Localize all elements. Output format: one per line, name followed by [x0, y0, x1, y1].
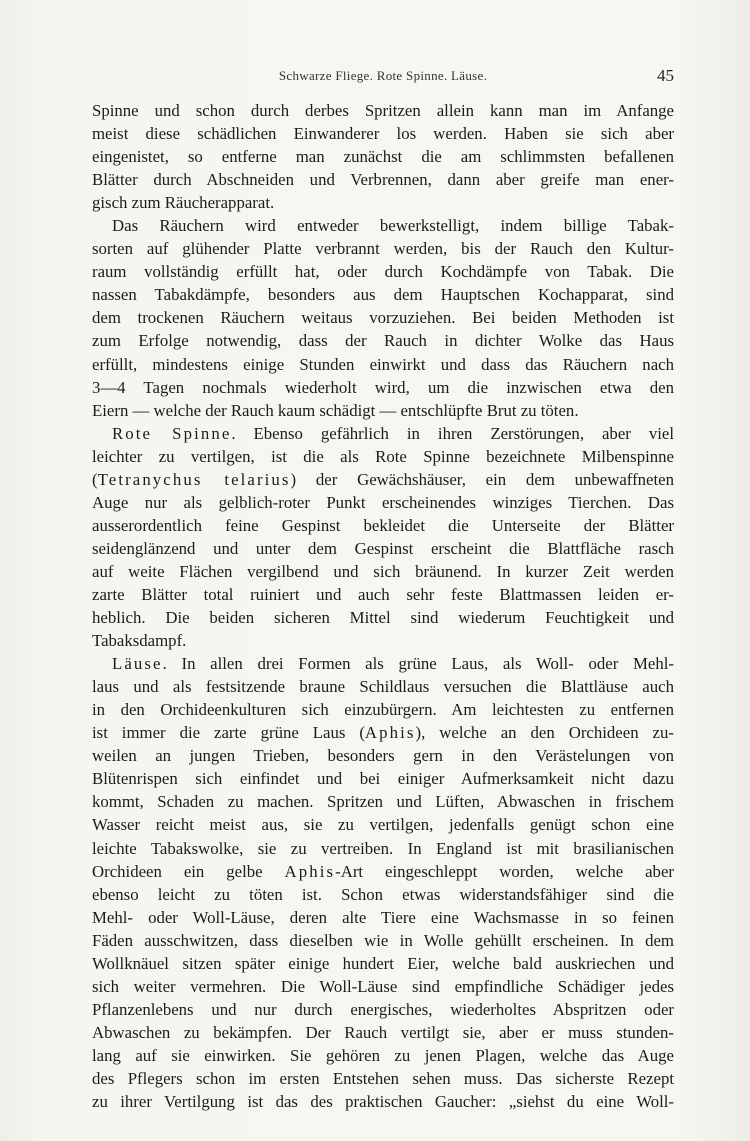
text-segment: Wollknäuel sitzen später einige hundert Eier, welche bald auskriechen und	[92, 953, 674, 973]
text-line	[92, 422, 674, 445]
text-line	[92, 583, 674, 606]
text-line	[92, 445, 674, 468]
text-line	[92, 353, 674, 376]
text-segment: weilen an jungen Trieben, besonders gern in den Verästelungen von	[92, 746, 674, 766]
text-line	[92, 491, 674, 514]
text-segment: sich weiter vermehren. Die Woll-Läuse sind empfindliche Schädiger jedes	[92, 976, 674, 996]
text-segment: (	[92, 469, 98, 489]
text-segment: lang auf sie einwirken. Sie gehören zu jenen Plagen, welche das Auge	[92, 1045, 674, 1065]
text-line	[92, 929, 674, 952]
text-line	[92, 329, 674, 352]
text-segment: sorten auf glühender Platte verbrannt werden, bis der Rauch den Kultur-	[92, 239, 674, 259]
text-segment: heblich. Die beiden sicheren Mittel sind wiederum Feuchtigkeit und	[92, 608, 674, 628]
text-segment: des Pflegers schon im ersten Entstehen sehen muss. Das sicherste Rezept	[92, 1068, 674, 1088]
text-line	[92, 283, 674, 306]
text-segment: ausserordentlich feine Gespinst bekleidet die Unterseite der Blätter	[92, 515, 674, 535]
text-line	[92, 260, 674, 283]
text-line	[92, 813, 674, 836]
text-line	[92, 560, 674, 583]
text-segment: -Art eingeschleppt worden, welche aber	[335, 861, 674, 881]
text-segment: dem trockenen Räuchern weitaus vorzuziehen. Bei beiden Methoden ist	[92, 308, 674, 328]
text-segment: seidenglänzend und unter dem Gespinst erscheint die Blattfläche rasch	[92, 538, 674, 558]
text-line	[92, 468, 674, 491]
text-segment: ) der Gewächshäuser, ein dem unbewaffneten	[290, 469, 674, 489]
text-line	[92, 744, 674, 767]
paragraph	[92, 422, 674, 652]
paragraph	[92, 214, 674, 421]
text-line	[92, 1090, 674, 1113]
text-line	[92, 606, 674, 629]
text-segment: Das Räuchern wird entweder bewerkstelligt, indem billige Tabak-	[112, 216, 674, 236]
text-line	[92, 514, 674, 537]
text-segment: erfüllt, mindestens einige Stunden einwirkt und dass das Räuchern nach	[92, 354, 674, 374]
paragraph	[92, 652, 674, 1113]
text-segment: Tabaksdampf.	[92, 631, 187, 651]
text-segment: 3—4 Tagen nochmals wiederholt wird, um die inzwischen etwa den	[92, 377, 674, 397]
text-line	[92, 191, 674, 214]
text-line	[92, 1067, 674, 1090]
text-segment: Auge nur als gelblich-roter Punkt erscheinendes winziges Tierchen. Das	[92, 492, 674, 512]
text-line	[92, 790, 674, 813]
spaced-emphasis: Tetranychus telarius	[97, 469, 291, 489]
page-number: 45	[657, 66, 674, 85]
text-segment: Spinne und schon durch derbes Spritzen allein kann man im Anfange	[92, 101, 674, 120]
text-line	[92, 237, 674, 260]
text-line	[92, 399, 674, 422]
text-line	[92, 860, 674, 883]
spaced-emphasis: Rote Spinne	[112, 423, 232, 443]
text-line	[92, 376, 674, 399]
text-line	[92, 675, 674, 698]
text-line	[92, 537, 674, 560]
text-segment: nassen Tabakdämpfe, besonders aus dem Hauptschen Kochapparat, sind	[92, 285, 674, 305]
text-segment: Wasser reicht meist aus, sie zu vertilgen, jedenfalls genügt schon eine	[92, 815, 674, 835]
text-line	[92, 99, 674, 122]
text-segment: ebenso leicht zu töten ist. Schon etwas widerstandsfähiger sind die	[92, 884, 674, 904]
text-line	[92, 698, 674, 721]
text-line	[92, 214, 674, 237]
text-line	[92, 767, 674, 790]
text-segment: zum Erfolge notwendig, dass der Rauch in dichter Wolke das Haus	[92, 331, 674, 351]
text-line	[92, 837, 674, 860]
text-segment: laus und als festsitzende braune Schildlaus versuchen die Blattläuse auch	[92, 677, 674, 697]
text-line	[92, 906, 674, 929]
text-segment: zarte Blätter total ruiniert und auch sehr feste Blattmassen leiden er-	[92, 584, 674, 604]
text-line	[92, 629, 674, 652]
text-segment: kommt, Schaden zu machen. Spritzen und Lüften, Abwaschen in frischem	[92, 792, 674, 812]
text-line	[92, 883, 674, 906]
text-line	[92, 1021, 674, 1044]
text-segment: Abwaschen zu bekämpfen. Der Rauch vertilgt sie, aber er muss stunden-	[92, 1022, 674, 1042]
text-segment: leichter zu vertilgen, ist die als Rote Spinne bezeichnete Milbenspinne	[92, 446, 674, 466]
text-line	[92, 652, 674, 675]
text-segment: gisch zum Räucherapparat.	[92, 193, 275, 213]
text-segment: ist immer die zarte grüne Laus (	[92, 723, 365, 743]
text-segment: raum vollständig erfüllt hat, oder durch Kochdämpfe von Tabak. Die	[92, 262, 674, 282]
text-segment: . In allen drei Formen als grüne Laus, als Woll- oder Mehl-	[162, 654, 674, 674]
text-line	[92, 998, 674, 1021]
text-line	[92, 975, 674, 998]
spaced-emphasis: Aphis	[364, 723, 416, 743]
paragraph	[92, 99, 674, 214]
text-segment: ), welche an den Orchideen zu-	[415, 723, 674, 743]
text-segment: Blätter durch Abschneiden und Verbrennen, dann aber greife man ener-	[92, 170, 674, 190]
text-segment: . Ebenso gefährlich in ihren Zerstörungen, aber viel	[231, 423, 674, 443]
spaced-emphasis: Aphis	[284, 861, 336, 881]
text-line	[92, 721, 674, 744]
text-line	[92, 122, 674, 145]
text-line	[92, 952, 674, 975]
text-segment: leichte Tabakswolke, sie zu vertreiben. In England ist mit brasilianischen	[92, 838, 674, 858]
text-line	[92, 168, 674, 191]
text-segment: meist diese schädlichen Einwanderer los werden. Haben sie sich aber	[92, 124, 674, 144]
text-segment: auf weite Flächen vergilbend und sich bräunend. In kurzer Zeit werden	[92, 561, 674, 581]
text-segment: zu ihrer Vertilgung ist das des praktischen Gaucher: „siehst du eine Woll-	[92, 1092, 674, 1112]
text-segment: Mehl- oder Woll-Läuse, deren alte Tiere eine Wachsmasse in so feinen	[92, 907, 674, 927]
text-segment: Fäden ausschwitzen, dass dieselben wie in Wolle gehüllt erscheinen. In dem	[92, 930, 674, 950]
text-line	[92, 145, 674, 168]
running-title: Schwarze Fliege. Rote Spinne. Läuse.	[278, 68, 488, 83]
text-line	[92, 1044, 674, 1067]
text-segment: eingenistet, so entferne man zunächst die am schlimmsten befallenen	[92, 147, 674, 167]
spaced-emphasis: Läuse	[112, 654, 163, 674]
text-segment: Eiern — welche der Rauch kaum schädigt — entschlüpfte Brut zu töten.	[92, 400, 579, 420]
text-segment: Pflanzenlebens und nur durch energisches, wiederholtes Abspritzen oder	[92, 999, 674, 1019]
text-segment: Orchideen ein gelbe	[92, 861, 285, 881]
text-segment: Blütenrispen sich einfindet und bei einiger Aufmerksamkeit nicht dazu	[92, 769, 674, 789]
text-line	[92, 306, 674, 329]
text-segment: in den Orchideenkulturen sich einzubürgern. Am leichtesten zu entfernen	[92, 700, 674, 720]
body-text	[92, 99, 674, 1113]
page-header	[92, 68, 674, 90]
